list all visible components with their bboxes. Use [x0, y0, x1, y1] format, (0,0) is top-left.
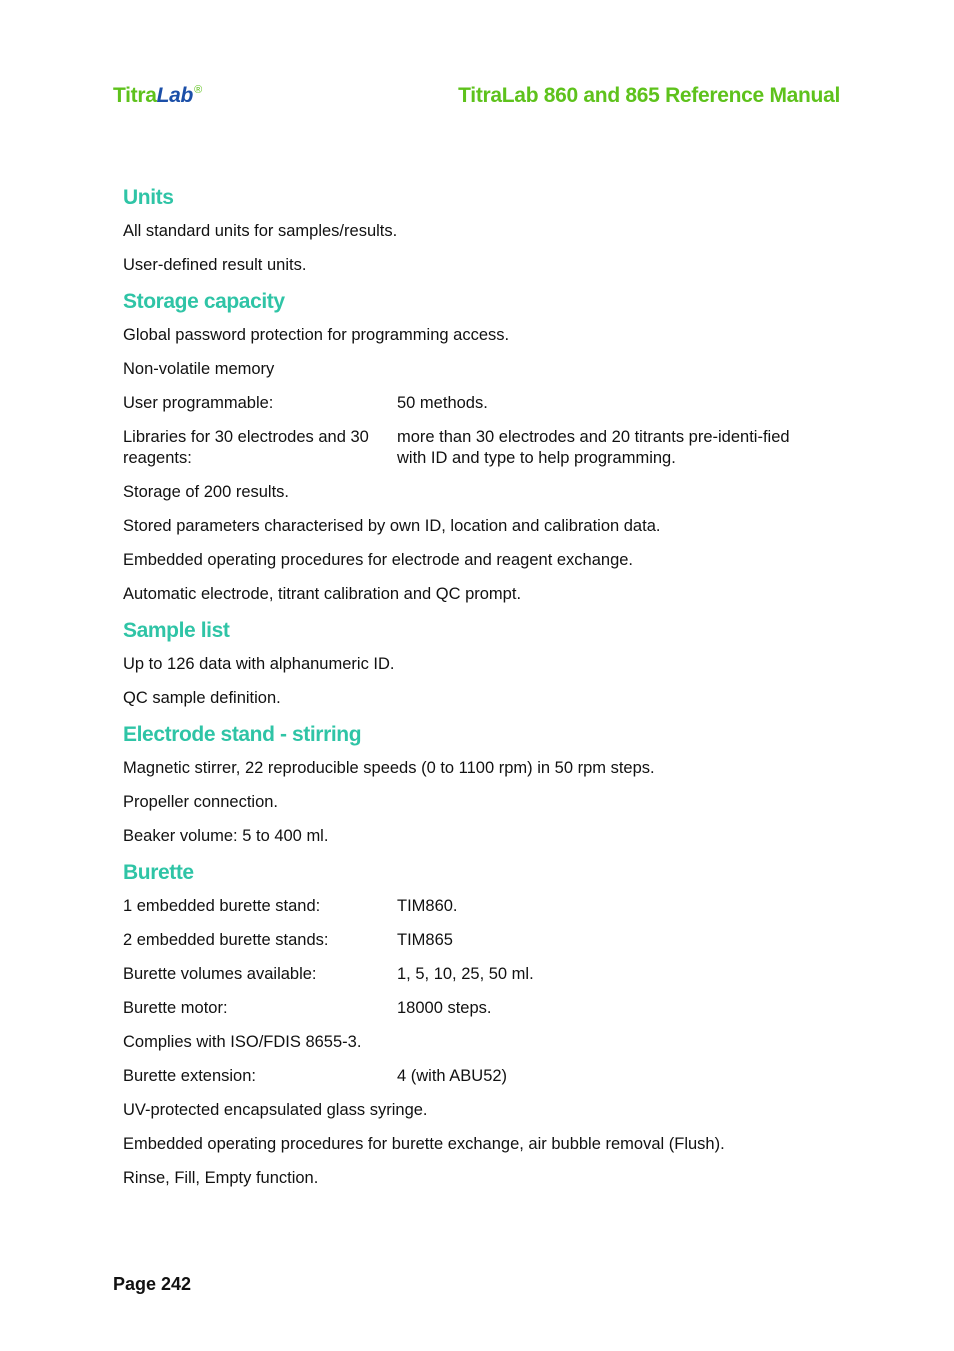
spec-row — [123, 427, 823, 469]
spec-label: Burette motor: — [123, 999, 228, 1017]
page-content — [123, 185, 823, 1202]
spec-label: Libraries for 30 electrodes and 30 reagents: — [123, 428, 369, 467]
spec-line: Storage of 200 results. — [123, 483, 290, 501]
spec-line: Magnetic stirrer, 22 reproducible speeds (0 to 1100 rpm) in 50 rpm steps. — [123, 759, 655, 777]
spec-label: User programmable: — [123, 394, 274, 412]
spec-row — [123, 1066, 823, 1087]
spec-line: Global password protection for programming access. — [123, 326, 510, 344]
spec-line: Complies with ISO/FDIS 8655-3. — [123, 1033, 362, 1051]
spec-row — [123, 393, 823, 414]
spec-line: UV-protected encapsulated glass syringe. — [123, 1101, 428, 1119]
section-electrode-stand-stirring — [123, 722, 823, 847]
spec-value: TIM865 — [397, 931, 453, 949]
spec-line: Beaker volume: 5 to 400 ml. — [123, 827, 329, 845]
registered-mark: ® — [194, 84, 202, 96]
spec-row — [123, 896, 823, 917]
page-number: Page 242 — [113, 1274, 192, 1294]
spec-value: 50 methods. — [397, 394, 488, 412]
spec-line: Rinse, Fill, Empty function. — [123, 1169, 319, 1187]
spec-label: Burette extension: — [123, 1067, 256, 1085]
spec-line: User-defined result units. — [123, 256, 307, 274]
spec-line: All standard units for samples/results. — [123, 222, 398, 240]
spec-line: Up to 126 data with alphanumeric ID. — [123, 655, 395, 673]
section-heading: Storage capacity — [123, 290, 285, 313]
section-burette — [123, 860, 823, 1189]
manual-title: TitraLab 860 and 865 Reference Manual — [458, 84, 840, 107]
spec-line: Embedded operating procedures for burette exchange, air bubble removal (Flush). — [123, 1135, 725, 1153]
spec-value: TIM860. — [397, 897, 458, 915]
section-units — [123, 185, 823, 276]
section-heading: Units — [123, 186, 174, 209]
spec-row — [123, 998, 823, 1019]
spec-label: 2 embedded burette stands: — [123, 931, 329, 949]
section-heading: Sample list — [123, 619, 230, 642]
spec-line: Stored parameters characterised by own ID, location and calibration data. — [123, 517, 661, 535]
spec-line: Automatic electrode, titrant calibration and QC prompt. — [123, 585, 522, 603]
spec-value: 4 (with ABU52) — [397, 1067, 508, 1085]
section-heading: Electrode stand - stirring — [123, 723, 362, 746]
section-heading: Burette — [123, 861, 194, 884]
spec-line: Embedded operating procedures for electrode and reagent exchange. — [123, 551, 634, 569]
spec-label: 1 embedded burette stand: — [123, 897, 321, 915]
brand-logo — [113, 84, 202, 108]
spec-line: QC sample definition. — [123, 689, 281, 707]
brand-suffix: Lab — [156, 84, 194, 107]
spec-label: Burette volumes available: — [123, 965, 317, 983]
spec-line: Non-volatile memory — [123, 360, 275, 378]
section-storage-capacity — [123, 289, 823, 605]
spec-value: 1, 5, 10, 25, 50 ml. — [397, 965, 534, 983]
spec-row — [123, 930, 823, 951]
brand-prefix: Titra — [113, 84, 157, 107]
section-sample-list — [123, 618, 823, 709]
spec-value: 18000 steps. — [397, 999, 492, 1017]
spec-value: more than 30 electrodes and 20 titrants pre-identi-fied with ID and type to help programming. — [397, 428, 790, 467]
spec-line: Propeller connection. — [123, 793, 279, 811]
spec-row — [123, 964, 823, 985]
